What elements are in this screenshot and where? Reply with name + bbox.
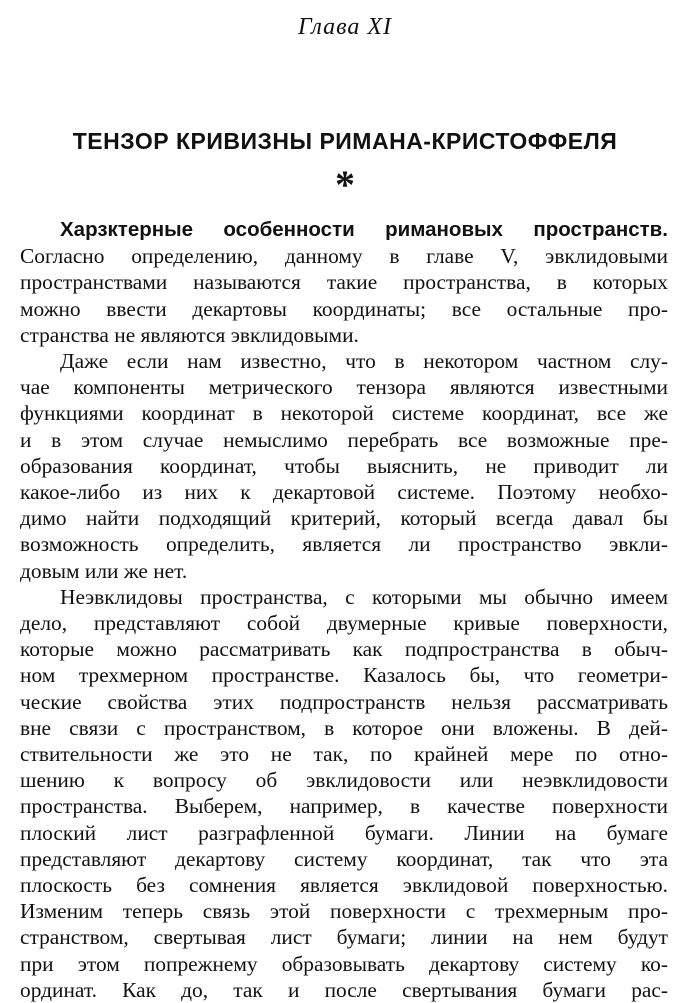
paragraph-line: можно ввести декартовы координаты; все остальные про- xyxy=(20,296,668,321)
asterisk-ornament: * xyxy=(335,162,355,207)
paragraph-2 xyxy=(20,348,668,584)
paragraph-line: возможность определить, является ли пространство эвкли- xyxy=(20,532,668,557)
paragraph-line: которые можно рассматривать как подпространства в обыч- xyxy=(20,637,668,662)
paragraph-line: пространства. Выберем, например, в качестве поверхности xyxy=(20,794,668,819)
paragraph-line: плоский лист разграфленной бумаги. Линии на бумаге xyxy=(20,820,668,845)
paragraph-line: Даже если нам известно, что в некотором частном слу- xyxy=(60,349,668,374)
paragraph-line: ординат. Как до, так и после свертывания бумаги рас- xyxy=(20,977,668,1002)
paragraph-line: довым или же нет. xyxy=(20,558,188,583)
paragraph-line: ствительности же это не так, по крайней мере по отно- xyxy=(20,742,668,767)
paragraph-line: образования координат, чтобы выяснить, не приводит ли xyxy=(20,453,668,478)
paragraph-line: шению к вопросу об эвклидовости или неэвклидовости xyxy=(20,768,668,793)
paragraph-line xyxy=(20,216,668,243)
paragraph-line: при этом попрежнему образовывать декартову систему ко- xyxy=(20,951,668,976)
paragraph-line: странством, свертывая лист бумаги; линии на нем будут xyxy=(20,925,668,950)
paragraph-1 xyxy=(20,216,668,348)
paragraph-line: ческие свойства этих подпространств нельзя рассматривать xyxy=(20,689,668,714)
paragraph-line: плоскость без сомнения является эвклидовой поверхностью. xyxy=(20,873,668,898)
chapter-title: ТЕНЗОР КРИВИЗНЫ РИМАНА-КРИСТОФФЕЛЯ xyxy=(72,128,618,154)
paragraph-line: чае компоненты метрического тензора являются известными xyxy=(20,375,668,400)
paragraph-line: Изменим теперь связь этой поверхности с трехмерным про- xyxy=(20,899,668,924)
paragraph-line: странства не являются эвклидовыми. xyxy=(20,322,359,347)
paragraph-line: представляют декартову систему координат, так что эта xyxy=(20,846,668,871)
run-in-heading: Харзктерные особенности римановых пространств. xyxy=(60,218,668,241)
paragraph-line: димо найти подходящий критерий, который всегда давал бы xyxy=(20,506,668,531)
paragraph-line: вне связи с пространством, в которое они вложены. В дей- xyxy=(20,715,668,740)
paragraph-line: функциями координат в некоторой системе координат, все же xyxy=(20,401,668,426)
paragraph-line: ном трехмерном пространстве. Казалось бы, что геометри- xyxy=(20,663,668,688)
chapter-label: Глава XI xyxy=(297,14,393,40)
paragraph-line: дело, представляют собой двумерные кривые поверхности, xyxy=(20,611,668,636)
body-text xyxy=(20,216,668,1003)
paragraph-line: Неэвклидовы пространства, с которыми мы обычно имеем xyxy=(60,584,668,609)
paragraph-line: какое-либо из них к декартовой системе. Поэтому необхо- xyxy=(20,480,668,505)
paragraph-line: и в этом случае немыслимо перебрать все возможные пре- xyxy=(20,427,668,452)
paragraph-3 xyxy=(20,584,668,1003)
paragraph-line: пространствами называются такие пространства, в которых xyxy=(20,270,668,295)
paragraph-line: Согласно определению, данному в главе V, эвклидовыми xyxy=(20,244,668,269)
